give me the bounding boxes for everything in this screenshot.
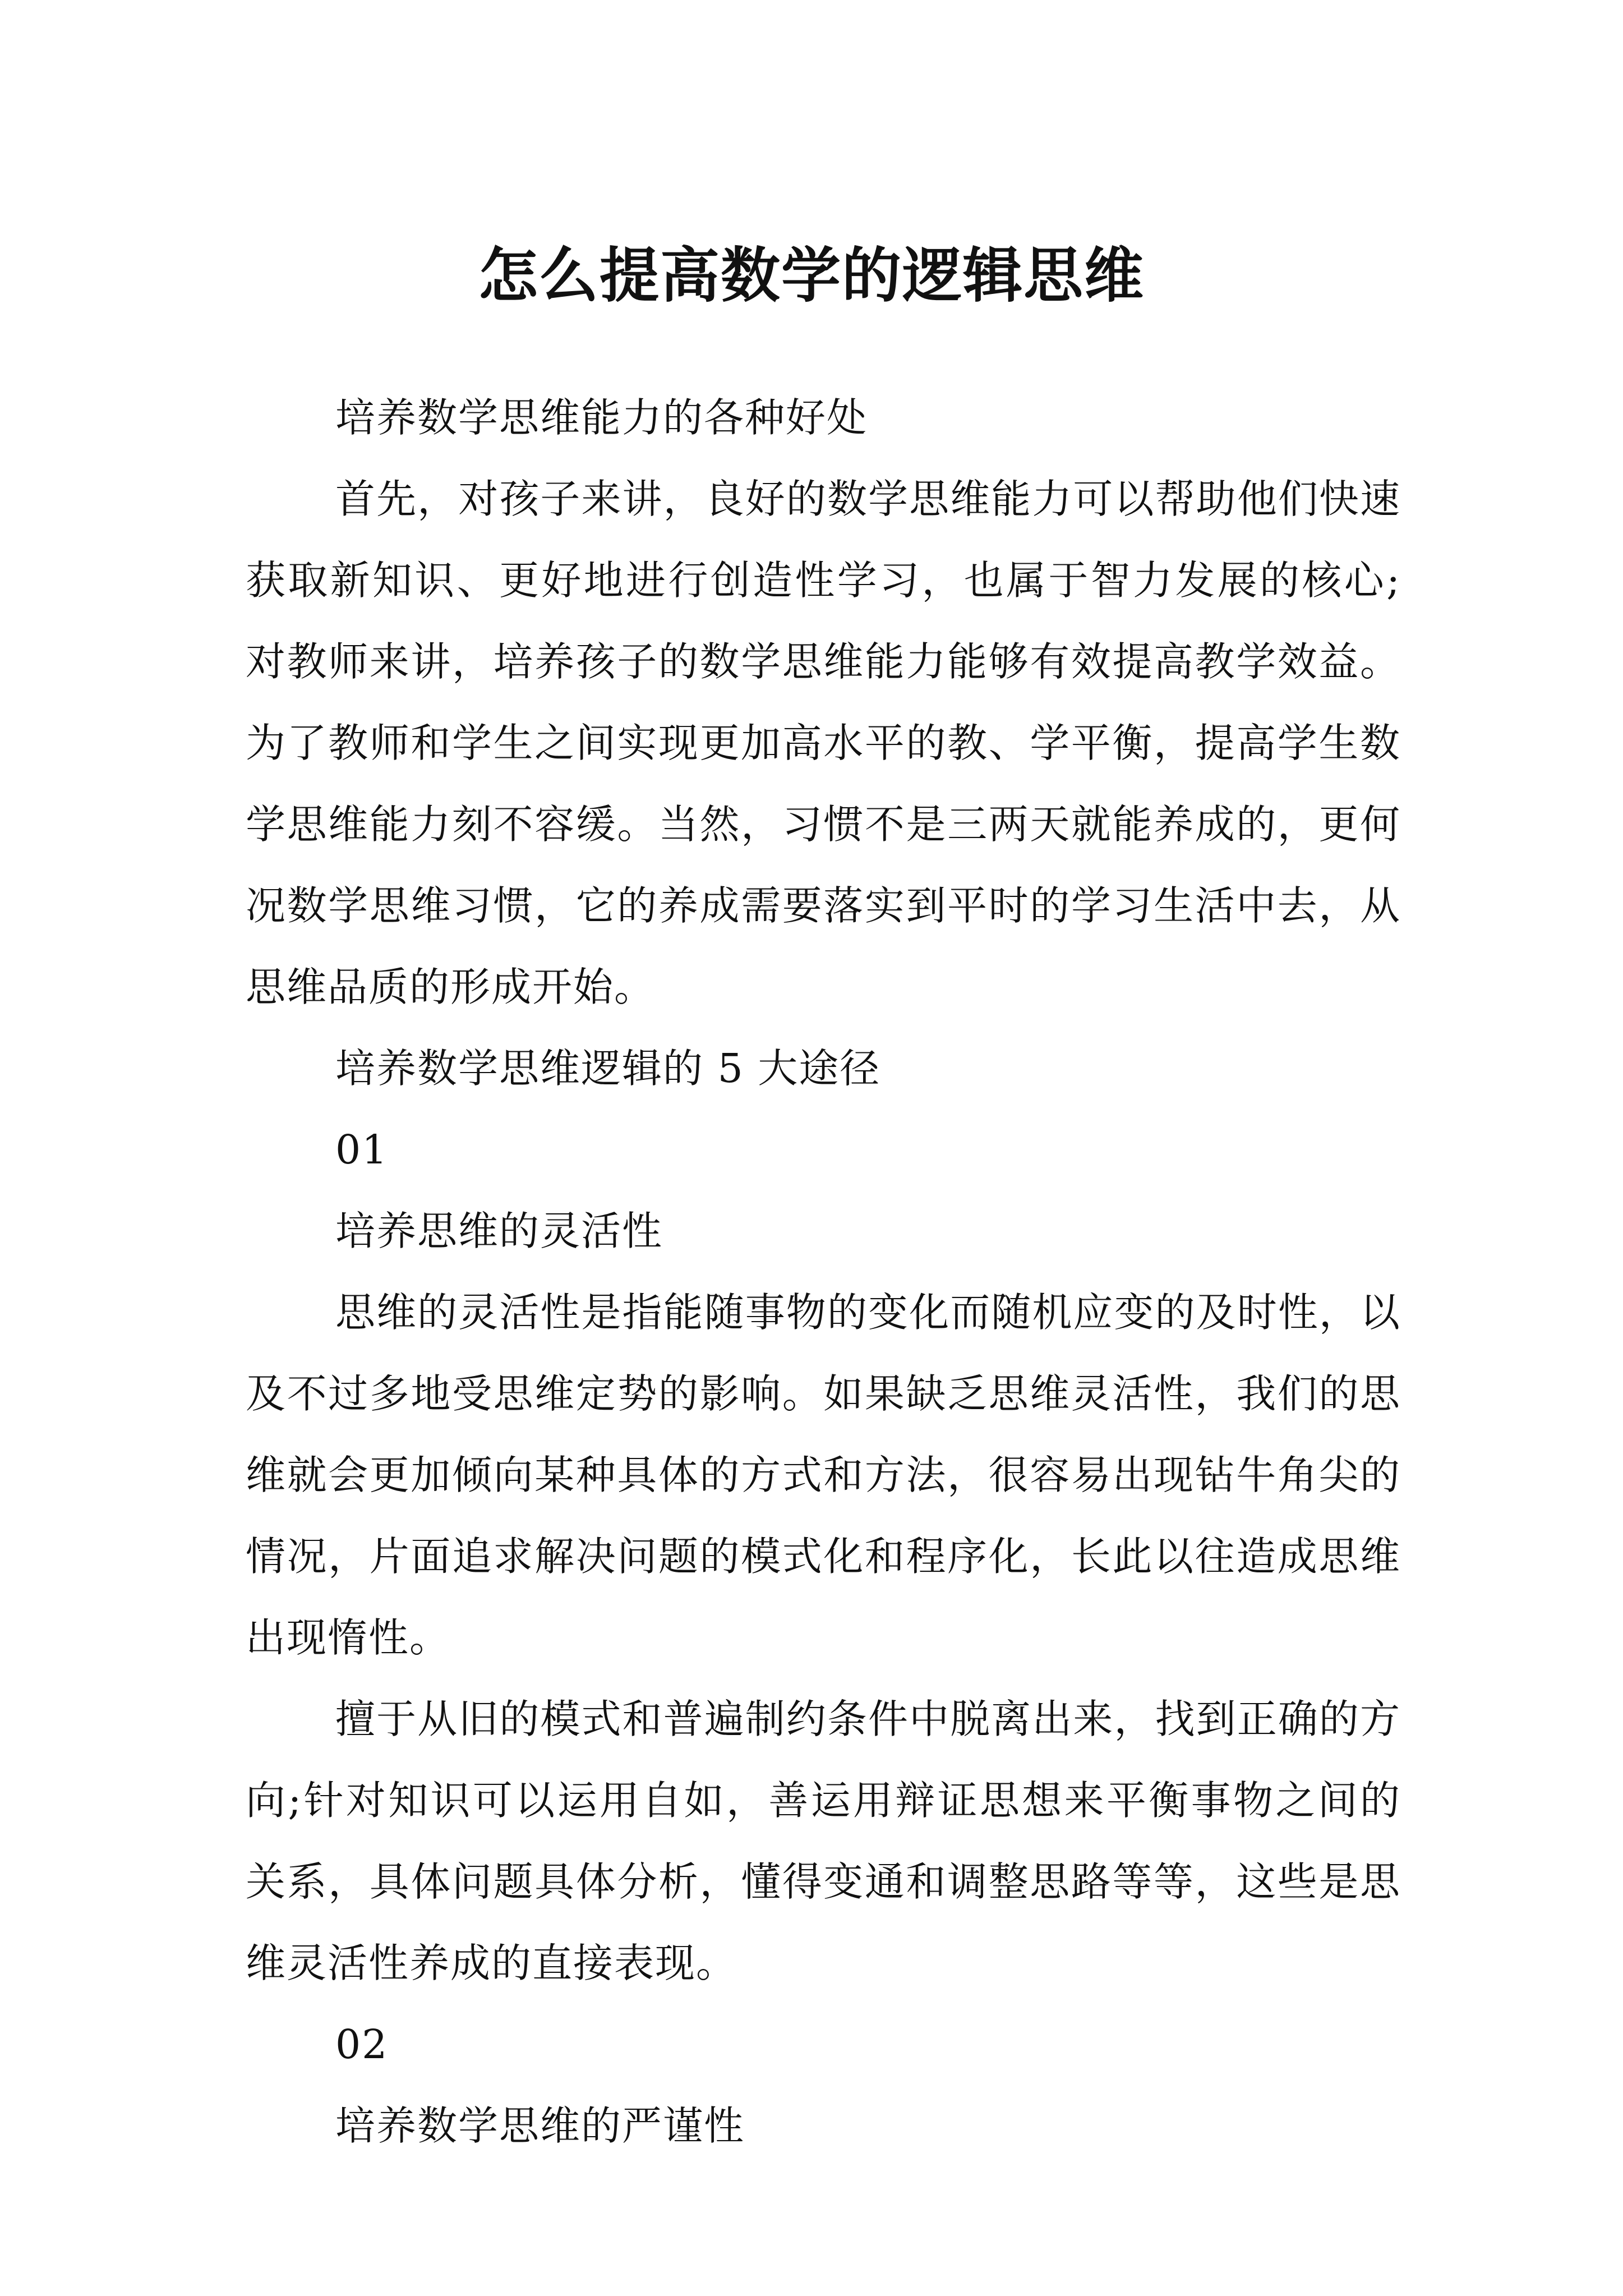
subheading-rigor: 培养数学思维的严谨性 bbox=[335, 2102, 745, 2149]
section-number-01: 01 bbox=[335, 1126, 389, 1173]
section-heading-benefits: 培养数学思维能力的各种好处 bbox=[335, 394, 868, 441]
section-heading-five-ways: 培养数学思维逻辑的 5 大途径 bbox=[335, 1045, 881, 1092]
paragraph-benefits: 首先，对孩子来讲，良好的数学思维能力可以帮助他们快速获取新知识、更好地进行创造性学习，也属于智力发展的核心;对教师来讲，培养孩子的数学思维能力能够有效提高教学效益。为了教师和学生之间实现更加高水平的教、学平衡，提高学生数学思维能力刻不容缓。当然，习惯不是三两天就能养成的，更何况数学思维习惯，它的养成需要落实到平时的学习生活中去，从思维品质的形成开始。 bbox=[246, 476, 1401, 1010]
paragraph-flexibility-definition: 思维的灵活性是指能随事物的变化而随机应变的及时性，以及不过多地受思维定势的影响。如果缺乏思维灵活性，我们的思维就会更加倾向某种具体的方式和方法，很容易出现钻牛角尖的情况，片面追求解决问题的模式化和程序化，长此以往造成思维出现惰性。 bbox=[246, 1289, 1401, 1661]
paragraph-flexibility-signs: 擅于从旧的模式和普遍制约条件中脱离出来，找到正确的方向;针对知识可以运用自如，善运用辩证思想来平衡事物之间的关系，具体问题具体分析，懂得变通和调整思路等等，这些是思维灵活性养成的直接表现。 bbox=[246, 1696, 1401, 1986]
section-number-02: 02 bbox=[335, 2021, 389, 2068]
subheading-flexibility: 培养思维的灵活性 bbox=[335, 1208, 663, 1254]
document-title: 怎么提高数学的逻辑思维 bbox=[478, 240, 1145, 311]
document-body bbox=[246, 377, 1401, 2166]
